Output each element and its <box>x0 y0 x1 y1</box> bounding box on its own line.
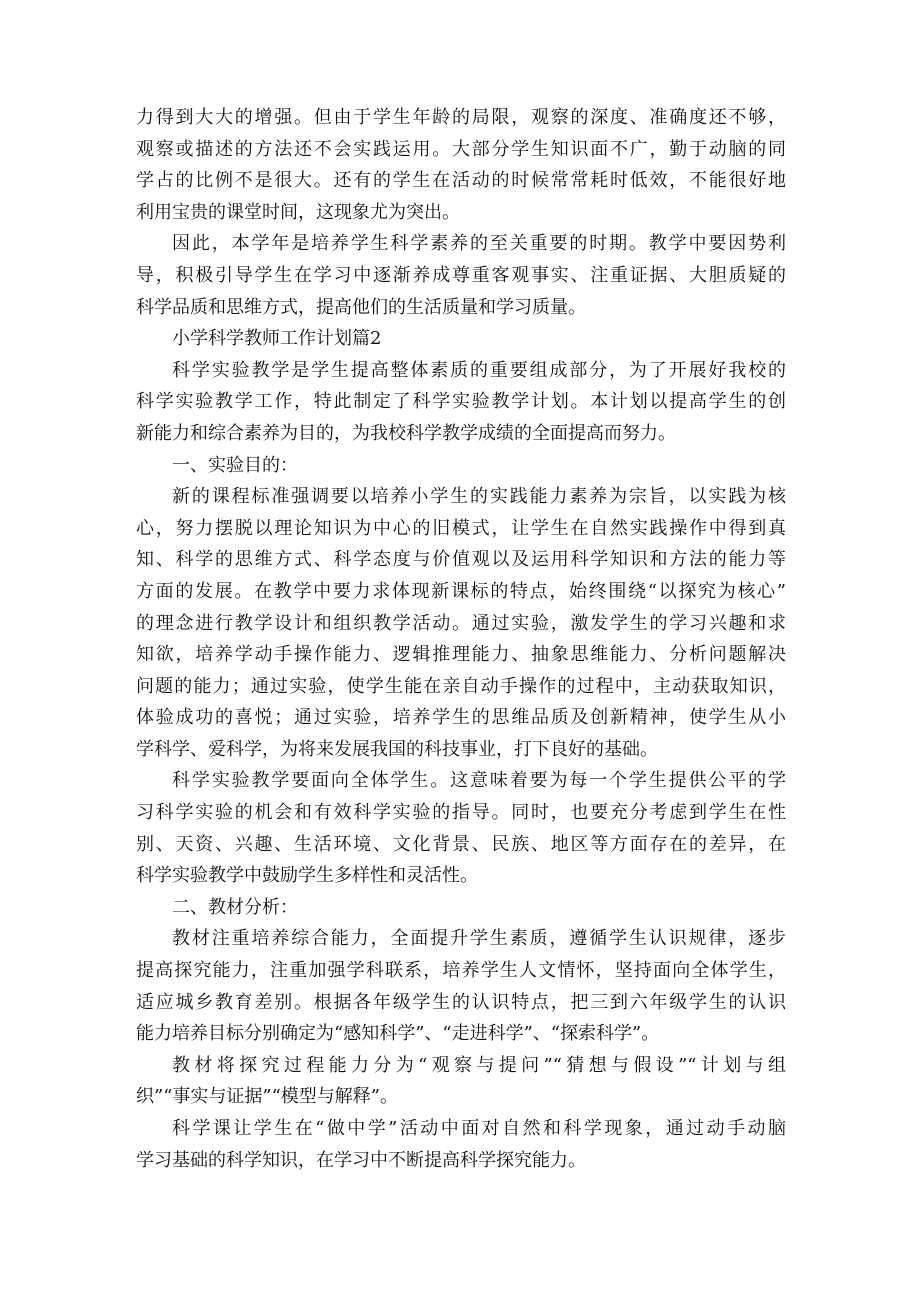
text-line: 科学品质和思维方式，提高他们的生活质量和学习质量。 <box>136 296 586 318</box>
text-line: 别、天资、兴趣、生活环境、文化背景、民族、地区等方面存在的差异，在 <box>136 833 786 855</box>
text-line: 科学课让学生在“做中学”活动中面对自然和科学现象，通过动手动脑 <box>172 1118 786 1139</box>
text-line: 学科学、爱科学，为将来发展我国的科技事业，打下良好的基础。 <box>136 738 658 760</box>
paragraph <box>136 1113 786 1176</box>
paragraph <box>136 1050 786 1113</box>
text-line: 因此，本学年是培养学生科学素养的至关重要的时期。教学中要因势利 <box>172 233 786 255</box>
subheading <box>136 892 786 924</box>
paragraph <box>136 765 786 891</box>
text-line: 适应城乡教育差别。根据各年级学生的认识特点，把三到六年级学生的认识 <box>136 991 786 1013</box>
paragraph <box>136 355 786 450</box>
text-line: 科学实验教学要面向全体学生。这意味着要为每一个学生提供公平的学 <box>172 770 786 792</box>
text-line: 方面的发展。在教学中要力求体现新课标的特点，始终围绕“以探究为核心” <box>136 580 786 602</box>
text-line: 问题的能力；通过实验，使学生能在亲自动手操作的过程中，主动获取知识， <box>136 675 786 697</box>
text-line: 习科学实验的机会和有效科学实验的指导。同时，也要充分考虑到学生在性 <box>136 802 786 824</box>
text-line: 心，努力摆脱以理论知识为中心的旧模式，让学生在自然实践操作中得到真 <box>136 517 786 539</box>
section-title <box>136 323 786 355</box>
text-line: 一、实验目的： <box>172 454 298 476</box>
paragraph-continued <box>136 102 786 228</box>
text-line: 提高探究能力，注重加强学科联系，培养学生人文情怀，坚持面向全体学生， <box>136 960 786 982</box>
text-line: 织”“事实与证据”“模型与解释”。 <box>136 1086 399 1108</box>
text-line: 小学科学教师工作计划篇2 <box>172 328 382 350</box>
subheading <box>136 450 786 482</box>
text-line: 新能力和综合素养为目的，为我校科学教学成绩的全面提高而努力。 <box>136 422 676 444</box>
text-line: 能力培养目标分别确定为“感知科学”、“走进科学”、“探索科学”。 <box>136 1023 660 1045</box>
document-body <box>136 102 786 1176</box>
text-line: 利用宝贵的课堂时间，这现象尤为突出。 <box>136 201 460 223</box>
text-line: 新的课程标准强调要以培养小学生的实践能力素养为宗旨，以实践为核 <box>172 486 786 508</box>
text-line: 科学实验教学中鼓励学生多样性和灵活性。 <box>136 865 478 887</box>
paragraph <box>136 481 786 765</box>
text-line: 科学实验教学是学生提高整体素质的重要组成部分，为了开展好我校的 <box>172 359 786 381</box>
text-line: 二、教材分析： <box>172 896 298 918</box>
text-line: 的理念进行教学设计和组织教学活动。通过实验，激发学生的学习兴趣和求 <box>136 612 786 634</box>
text-line: 知、科学的思维方式、科学态度与价值观以及运用科学知识和方法的能力等 <box>136 549 786 571</box>
text-line: 观察或描述的方法还不会实践运用。大部分学生知识面不广，勤于动脑的同 <box>136 138 786 160</box>
text-line: 力得到大大的增强。但由于学生年龄的局限，观察的深度、准确度还不够， <box>136 107 786 128</box>
text-line: 导，积极引导学生在学习中逐渐养成尊重客观事实、注重证据、大胆质疑的 <box>136 264 786 286</box>
text-line: 知欲，培养学动手操作能力、逻辑推理能力、抽象思维能力、分析问题解决 <box>136 644 786 666</box>
text-line: 学占的比例不是很大。还有的学生在活动的时候常常耗时低效，不能很好地 <box>136 170 786 192</box>
text-line: 教材将探究过程能力分为“观察与提问”“猜想与假设”“计划与组 <box>172 1054 786 1076</box>
text-line: 科学实验教学工作，特此制定了科学实验教学计划。本计划以提高学生的创 <box>136 391 786 413</box>
text-line: 体验成功的喜悦；通过实验，培养学生的思维品质及创新精神，使学生从小 <box>136 707 786 729</box>
paragraph <box>136 228 786 323</box>
paragraph <box>136 923 786 1049</box>
text-line: 学习基础的科学知识，在学习中不断提高科学探究能力。 <box>136 1149 586 1171</box>
text-line: 教材注重培养综合能力，全面提升学生素质，遵循学生认识规律，逐步 <box>172 928 786 950</box>
